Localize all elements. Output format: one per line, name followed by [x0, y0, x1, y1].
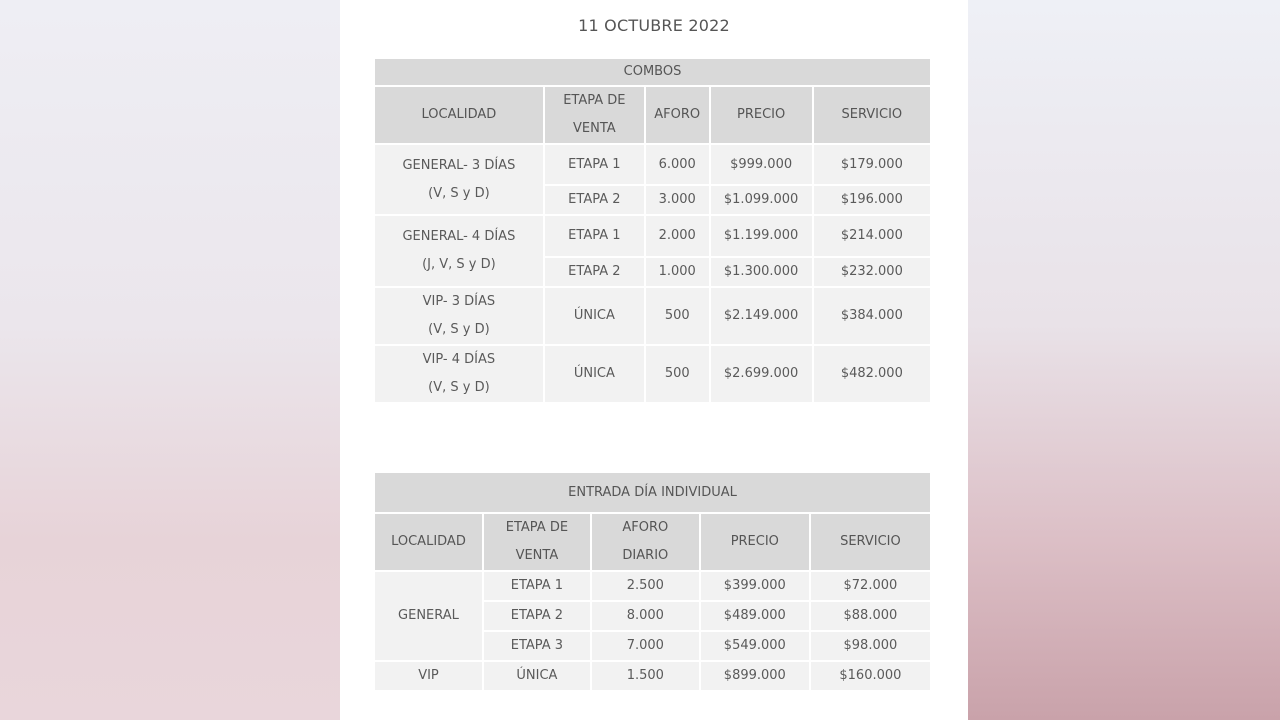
etapa-cell: ETAPA 3 — [484, 632, 590, 660]
etapa-cell: ETAPA 1 — [545, 145, 644, 184]
localidad-days: (J, V, S y D) — [422, 257, 496, 272]
header-localidad: LOCALIDAD — [375, 514, 482, 570]
localidad-name: GENERAL- 4 DÍAS — [402, 229, 516, 244]
servicio-cell: $384.000 — [814, 288, 930, 344]
header-aforo-diario — [592, 514, 699, 570]
header-localidad: LOCALIDAD — [375, 87, 543, 143]
precio-cell: $2.149.000 — [711, 288, 812, 344]
servicio-cell: $72.000 — [811, 572, 930, 600]
aforo-cell: 7.000 — [592, 632, 699, 660]
aforo-cell: 500 — [646, 346, 709, 402]
aforo-cell: 2.000 — [646, 216, 709, 256]
servicio-cell: $98.000 — [811, 632, 930, 660]
header-etapa-line1: ETAPA DE — [505, 520, 569, 535]
etapa-cell: ÚNICA — [545, 346, 644, 402]
precio-cell: $489.000 — [701, 602, 809, 630]
servicio-cell: $179.000 — [814, 145, 930, 184]
precio-cell: $549.000 — [701, 632, 809, 660]
aforo-cell: 1.500 — [592, 662, 699, 690]
etapa-cell: ÚNICA — [484, 662, 590, 690]
etapa-cell: ÚNICA — [545, 288, 644, 344]
etapa-cell: ETAPA 2 — [484, 602, 590, 630]
header-etapa — [484, 514, 590, 570]
localidad-cell: GENERAL — [375, 572, 482, 660]
individual-header-row — [375, 514, 930, 570]
document-date: 11 OCTUBRE 2022 — [578, 16, 730, 35]
background-left — [0, 0, 340, 720]
servicio-cell: $160.000 — [811, 662, 930, 690]
localidad-days: (V, S y D) — [428, 380, 490, 395]
table-row — [375, 662, 930, 690]
localidad-name: VIP- 3 DÍAS — [422, 294, 496, 309]
table-row — [375, 216, 930, 256]
table-row — [375, 145, 930, 184]
header-etapa-line2: VENTA — [573, 121, 616, 136]
document-page — [340, 0, 968, 720]
header-precio: PRECIO — [701, 514, 809, 570]
combos-title-row — [375, 59, 930, 85]
localidad-cell — [375, 288, 543, 344]
precio-cell: $1.199.000 — [711, 216, 812, 256]
header-etapa — [545, 87, 644, 143]
combos-header-row — [375, 87, 930, 143]
servicio-cell: $88.000 — [811, 602, 930, 630]
localidad-cell: VIP — [375, 662, 482, 690]
header-precio: PRECIO — [711, 87, 812, 143]
precio-cell: $1.099.000 — [711, 186, 812, 214]
aforo-cell: 3.000 — [646, 186, 709, 214]
etapa-cell: ETAPA 1 — [545, 216, 644, 256]
aforo-cell: 500 — [646, 288, 709, 344]
individual-table — [373, 471, 932, 692]
table-row — [375, 288, 930, 344]
servicio-cell: $232.000 — [814, 258, 930, 286]
header-etapa-line2: VENTA — [515, 548, 559, 563]
aforo-cell: 8.000 — [592, 602, 699, 630]
servicio-cell: $482.000 — [814, 346, 930, 402]
aforo-cell: 6.000 — [646, 145, 709, 184]
localidad-cell — [375, 145, 543, 214]
aforo-cell: 2.500 — [592, 572, 699, 600]
header-aforo-line2: DIARIO — [622, 548, 669, 563]
precio-cell: $999.000 — [711, 145, 812, 184]
aforo-cell: 1.000 — [646, 258, 709, 286]
localidad-name: VIP- 4 DÍAS — [422, 352, 496, 367]
etapa-cell: ETAPA 1 — [484, 572, 590, 600]
etapa-cell: ETAPA 2 — [545, 258, 644, 286]
header-etapa-line1: ETAPA DE — [563, 93, 626, 108]
localidad-days: (V, S y D) — [428, 322, 490, 337]
combos-title: COMBOS — [375, 59, 930, 85]
localidad-days: (V, S y D) — [428, 185, 490, 201]
precio-cell: $2.699.000 — [711, 346, 812, 402]
individual-title: ENTRADA DÍA INDIVIDUAL — [375, 473, 930, 512]
servicio-cell: $196.000 — [814, 186, 930, 214]
header-aforo: AFORO — [646, 87, 709, 143]
etapa-cell: ETAPA 2 — [545, 186, 644, 214]
table-row — [375, 346, 930, 402]
precio-cell: $899.000 — [701, 662, 809, 690]
localidad-cell — [375, 216, 543, 286]
precio-cell: $399.000 — [701, 572, 809, 600]
header-servicio: SERVICIO — [811, 514, 930, 570]
header-aforo-line1: AFORO — [622, 520, 669, 535]
precio-cell: $1.300.000 — [711, 258, 812, 286]
individual-title-row — [375, 473, 930, 512]
localidad-name: GENERAL- 3 DÍAS — [402, 157, 516, 173]
localidad-cell — [375, 346, 543, 402]
table-row — [375, 572, 930, 600]
combos-table — [373, 57, 932, 404]
header-servicio: SERVICIO — [814, 87, 930, 143]
background-right — [968, 0, 1280, 720]
servicio-cell: $214.000 — [814, 216, 930, 256]
